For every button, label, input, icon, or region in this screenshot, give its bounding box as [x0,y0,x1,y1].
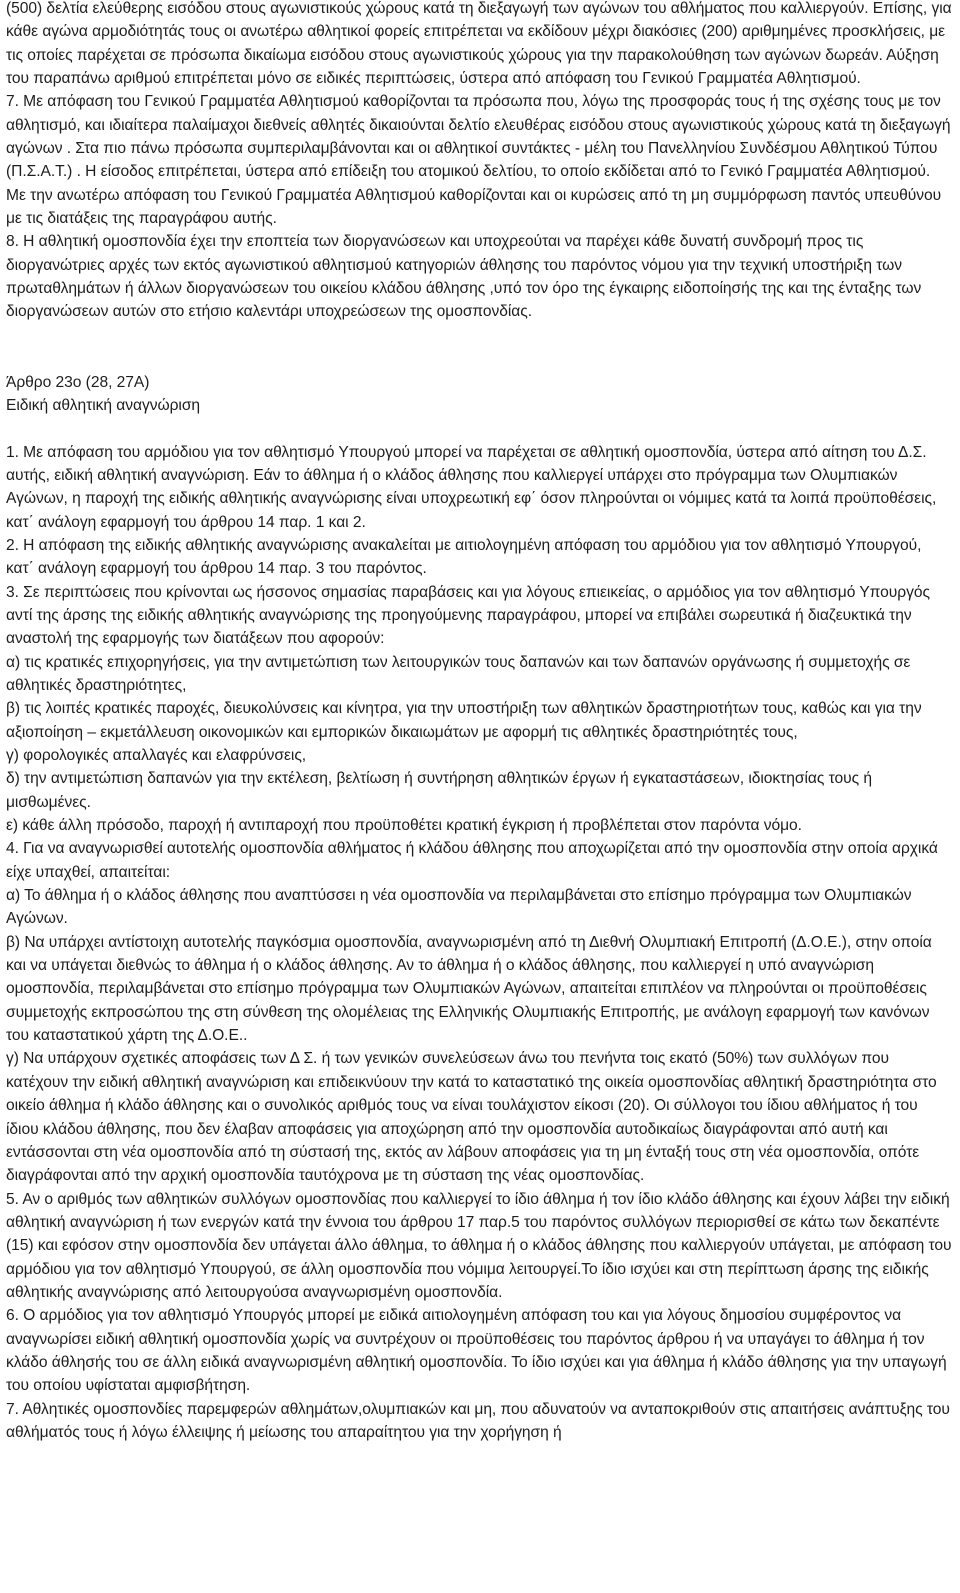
list-item-3b: β) τις λοιπές κρατικές παροχές, διευκολύνσεις και κίνητρα, για την υποστήριξη των αθλητικών δραστηριοτήτων τους, καθώς και για την αξιοποίηση – εκμετάλλευση οικονομικών και εμπορικών δικαιωμάτων με αφορμή τις αθλητικές δραστηριότητές τους, [6,700,922,741]
article-paragraph-2: 2. Η απόφαση της ειδικής αθλητικής αναγνώρισης ανακαλείται με αιτιολογημένη απόφαση του αρμόδιου για τον αθλητισμό Υπουργού, κατ΄ ανάλογη εφαρμογή του άρθρου 14 παρ. 3 του παρόντος. [6,536,922,578]
list-item-4c: γ) Να υπάρχουν σχετικές αποφάσεις των Δ Σ. ή των γενικών συνελεύσεων άνω του πενήντα τοις εκατό (50%) των συλλόγων που κατέχουν την ειδική αθλητική αναγνώριση και επιδεικνύουν την κατά το καταστατικό της οικεία ομοσπονδίας αθλητική δραστηριότητα στο οικείο άθλημα ή κλάδο άθλησης και ο συνολικός αριθμός τους να είναι τουλάχιστον είκοσι (20). Οι σύλλογοι του ίδιου αθλήματος ή του ίδιου κλάδου άθλησης, που δεν έλαβαν αποφάσεις για αποχώρηση από την ομοσπονδία αυτοδικαίως διαγράφονται από αυτή και εντάσσονται στη νέα ομοσπονδία από τη σύστασή της, εκτός αν λάβουν αποφάσεις για τη μη ένταξή τους στη νέα ομοσπονδία, οπότε διαγράφονται από την αρχική ομοσπονδία ταυτόχρονα με τη σύσταση της νέας ομοσπονδίας. [6,1050,937,1185]
paragraph-continuation: (500) δελτία ελεύθερης εισόδου στους αγωνιστικούς χώρους κατά τη διεξαγωγή των αγώνων του αθλήματος που καλλιεργούν. Επίσης, για κάθε αγώνα αρμοδιότητάς τους οι ανωτέρω αθλητικοί φορείς επιτρέπεται να εκδίδουν μέχρι διακόσιες (200) αριθμημένες προσκλήσεις, με τις οποίες παρέχεται σε πρόσωπα δικαίωμα εισόδου στους αγωνιστικούς χώρους για την παρακολούθηση των αγώνων δωρεάν. Αύξηση του παραπάνω αριθμού επιτρέπεται μόνο σε ειδικές περιπτώσεις, ύστερα από απόφαση του Γενικού Γραμματέα Αθλητισμού. [6,0,952,88]
list-item-4b: β) Να υπάρχει αντίστοιχη αυτοτελής παγκόσμια ομοσπονδία, αναγνωρισμένη από τη Διεθνή Ολυμπιακή Επιτροπή (Δ.Ο.Ε.), στην οποία και να υπάγεται διεθνώς το άθλημα ή ο κλάδος άθλησης. Αν το άθλημα ή ο κλάδος άθλησης, που καλλιεργεί η υπό αναγνώριση ομοσπονδία, περιλαμβάνεται στο επίσημο πρόγραμμα των Ολυμπιακών Αγώνων, απαιτείται επιπλέον να πληρούνται οι προϋποθέσεις συμμετοχής εκπροσώπου της στη σύνθεση της ολομέλειας της Ελληνικής Ολυμπιακής Επιτροπής, με ανάλογη εφαρμογή των κανόνων του καταστατικού χάρτη της Δ.Ο.Ε.. [6,933,932,1045]
list-item-3a: α) τις κρατικές επιχορηγήσεις, για την αντιμετώπιση των λειτουργικών τους δαπανών και των δαπανών οργάνωσης ή συμμετοχής σε αθλητικές δραστηριότητες, [6,653,911,694]
article-paragraph-3: 3. Σε περιπτώσεις που κρίνονται ως ήσσονος σημασίας παραβάσεις και για λόγους επιεικείας, ο αρμόδιος για τον αθλητισμό Υπουργός αντί της άρσης της ειδικής αθλητικής αναγνώρισης της προηγούμενης παραγράφου, μπορεί να επιβάλει σωρευτικά ή διαζευκτικά την αναστολή της εφαρμογής των διατάξεων που αφορούν: [6,583,930,648]
list-item-3c: γ) φορολογικές απαλλαγές και ελαφρύνσεις, [6,747,307,764]
paragraph-8: 8. Η αθλητική ομοσπονδία έχει την εποπτεία των διοργανώσεων και υποχρεούται να παρέχει κάθε δυνατή συνδρομή προς τις διοργανώτριες αρχές των εκτός αγωνιστικού αθλητισμού κατηγοριών άθλησης του παρόντος νόμου για την τεχνική υποστήριξη των πρωταθλημάτων ή άλλων διοργανώσεων του οικείου κλάδου άθλησης ,υπό τον όρο της έγκαιρης ειδοποίησής της και της ένταξης των διοργανώσεων αυτών στο ετήσιο καλεντάρι υποχρεώσεων της ομοσπονδίας. [6,233,922,321]
list-item-4a: α) Το άθλημα ή ο κλάδος άθλησης που αναπτύσσει η νέα ομοσπονδία να περιλαμβάνεται στο επίσημο πρόγραμμα των Ολυμπιακών Αγώνων. [6,887,912,928]
article-paragraph-7: 7. Αθλητικές ομοσπονδίες παρεμφερών αθλημάτων,ολυμπιακών και μη, που αδυνατούν να ανταποκριθούν στις απαιτήσεις ανάπτυξης του αθλήματός τους ή λόγω έλλειψης ή μείωσης του απαραίτητου για την χορήγηση ή [6,1400,950,1441]
article-paragraph-5: 5. Αν ο αριθμός των αθλητικών συλλόγων ομοσπονδίας που καλλιεργεί το ίδιο άθλημα ή τον ίδιο κλάδο άθλησης και έχουν λάβει την ειδική αθλητική αναγνώριση ή των ενεργών κατά την έννοια του άρθρου 17 παρ.5 του παρόντος συλλόγων περιορισθεί σε κάτω των δεκαπέντε (15) και εφόσον στην ομοσπονδία δεν υπάγεται άλλο άθλημα, το άθλημα ή ο κλάδος άθλησης που καλλιεργούν υπάγεται, με απόφαση του αρμόδιου για τον αθλητισμό Υπουργού, σε άλλη ομοσπονδία που νόμιμα λειτουργεί.Το ίδιο ισχύει και στη περίπτωση άρσης της ειδικής αθλητικής αναγνώρισης από λειτουργούσα αναγνωρισμένη ομοσπονδία. [6,1190,952,1301]
paragraph-7: 7. Με απόφαση του Γενικού Γραμματέα Αθλητισμού καθορίζονται τα πρόσωπα που, λόγω της προσφοράς τους ή της σχέσης τους με τον αθλητισμό, και ιδιαίτερα παλαίμαχοι διεθνείς αθλητές δικαιούνται δελτίο ελευθέρας εισόδου στους αγωνιστικούς χώρους κατά τη διεξαγωγή αγώνων . Στα πιο πάνω πρόσωπα συμπεριλαμβάνονται και οι αθλητικοί συντάκτες - μέλη του Πανελληνίου Συνδέσμου Αθλητικού Τύπου (Π.Σ.Α.Τ.) . Η είσοδος επιτρέπεται, ύστερα από επίδειξη του ατομικού δελτίου, το οποίο εκδίδεται από το Γενικό Γραμματέα Αθλητισμού. Με την ανωτέρω απόφαση του Γενικού Γραμματέα Αθλητισμού καθορίζονται και οι κυρώσεις από τη μη συμμόρφωση παντός υπευθύνου με τις διατάξεις της παραγράφου αυτής. [6,93,951,228]
article-subtitle: Ειδική αθλητική αναγνώριση [6,396,201,414]
list-item-3d: δ) την αντιμετώπιση δαπανών για την εκτέλεση, βελτίωση ή συντήρηση αθλητικών έργων ή εγκαταστάσεων, ιδιοκτησίας τους ή μισθωμένες. [6,770,872,811]
spacer [6,324,952,371]
document-page [6,0,952,1444]
article-paragraph-1: 1. Με απόφαση του αρμόδιου για τον αθλητισμό Υπουργού μπορεί να παρέχεται σε αθλητική ομοσπονδία, ύστερα από αίτηση του Δ.Σ. αυτής, ειδική αθλητική αναγνώριση. Εάν το άθλημα ή ο κλάδος άθλησης που καλλιεργεί υπάρχει στο πρόγραμμα των Ολυμπιακών Αγώνων, η παροχή της ειδικής αθλητικής αναγνώρισης είναι υποχρεωτική εφ΄ όσον πληρούνται οι νόμιμες κατά τα λοιπά προϋποθέσεις, κατ΄ ανάλογη εφαρμογή του άρθρου 14 παρ. 1 και 2. [6,443,937,531]
list-item-3e: ε) κάθε άλλη πρόσοδο, παροχή ή αντιπαροχή που προϋποθέτει κρατική έγκριση ή προβλέπεται στον παρόντα νόμο. [6,817,802,835]
spacer [6,417,952,440]
article-paragraph-4: 4. Για να αναγνωρισθεί αυτοτελής ομοσπονδία αθλήματος ή κλάδου άθλησης που αποχωρίζεται από την ομοσπονδία στην οποία αρχικά είχε υπαχθεί, απαιτείται: [6,840,938,881]
article-heading: Άρθρο 23ο (28, 27Α) [6,373,150,391]
article-paragraph-6: 6. Ο αρμόδιος για τον αθλητισμό Υπουργός μπορεί με ειδικά αιτιολογημένη απόφαση του και για λόγους δημοσίου συμφέροντος να αναγνωρίσει ειδική αθλητική ομοσπονδία χωρίς να συντρέχουν οι προϋποθέσεις του παρόντος άρθρου ή να υπαγάγει το άθλημα ή τον κλάδο άθλησής του σε άλλη ειδικά αναγνωρισμένη αθλητική ομοσπονδία. Το ίδιο ισχύει και για άθλημα ή κλάδο άθλησης για την υπαγωγή του οποίου υφίσταται αμφισβήτηση. [6,1307,947,1395]
